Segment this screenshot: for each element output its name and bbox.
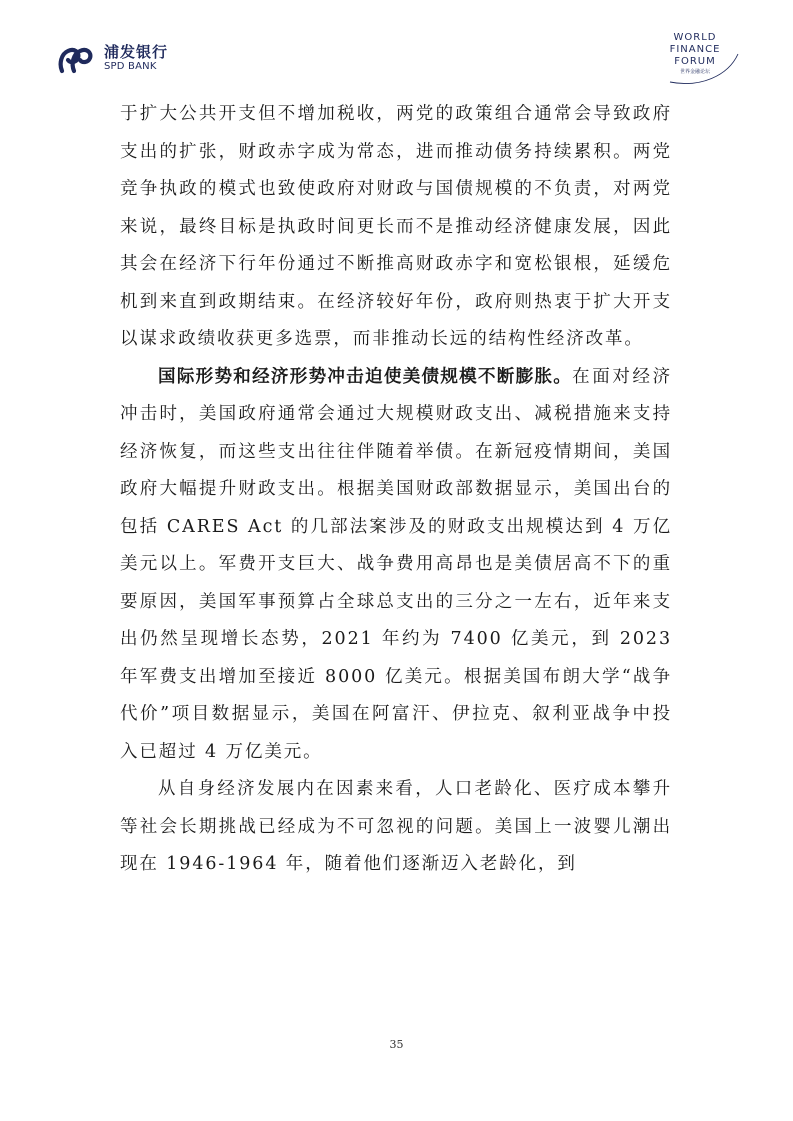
spd-bank-logo-icon	[58, 46, 98, 74]
page-number: 35	[389, 1038, 404, 1051]
forum-line-forum: FORUM	[674, 56, 716, 67]
forum-line-world: WORLD	[673, 32, 717, 43]
paragraph-2-heading: 国际形势和经济形势冲击迫使美债规模不断膨胀。	[158, 366, 573, 387]
bank-name-cn: 浦发银行	[104, 43, 169, 61]
paragraph-2	[120, 359, 672, 772]
paragraph-2-text: 在面对经济冲击时，美国政府通常会通过大规模财政支出、减税措施来支持经济恢复，而这些支出往往伴随着举债。在新冠疫情期间，美国政府大幅提升财政支出。根据美国财政部数据显示，美国出台的包括 CARES Act 的几部法案涉及的财政支出规模达到 4 万亿美元以上。军费开支巨大、战争费用高昂也是美债居高不下的重要原因，美国军事预算占全球总支出的三分之一左右，近年来支出仍然呈现增长态势，2021 年约为 7400 亿美元，到 2023 年军费支出增加至接近 8000 亿美元。根据美国布朗大学“战争代价”项目数据显示，美国在阿富汗、伊拉克、叙利亚战争中投入已超过 4 万亿美元。	[120, 366, 673, 762]
forum-name-cn: 世界金融论坛	[679, 69, 710, 75]
document-body	[120, 96, 672, 884]
forum-swoosh-icon	[650, 32, 740, 86]
world-finance-forum-logo	[650, 32, 740, 86]
forum-line-finance: FINANCE	[669, 44, 721, 55]
bank-name-en: SPD BANK	[104, 61, 157, 72]
spd-bank-wordmark	[104, 44, 168, 73]
paragraph-3: 从自身经济发展内在因素来看，人口老龄化、医疗成本攀升等社会长期挑战已经成为不可忽视的问题。美国上一波婴儿潮出现在 1946-1964 年，随着他们逐渐迈入老龄化，到	[120, 779, 672, 874]
page-header	[0, 0, 793, 90]
paragraph-1: 于扩大公共开支但不增加税收，两党的政策组合通常会导致政府支出的扩张，财政赤字成为常态，进而推动债务持续累积。两党竞争执政的模式也致使政府对财政与国债规模的不负责，对两党来说，最终目标是执政时间更长而不是推动经济健康发展，因此其会在经济下行年份通过不断推高财政赤字和宽松银根，延缓危机到来直到政期结束。在经济较好年份，政府则热衷于扩大开支以谋求政绩收获更多选票，而非推动长远的结构性经济改革。	[120, 104, 672, 349]
